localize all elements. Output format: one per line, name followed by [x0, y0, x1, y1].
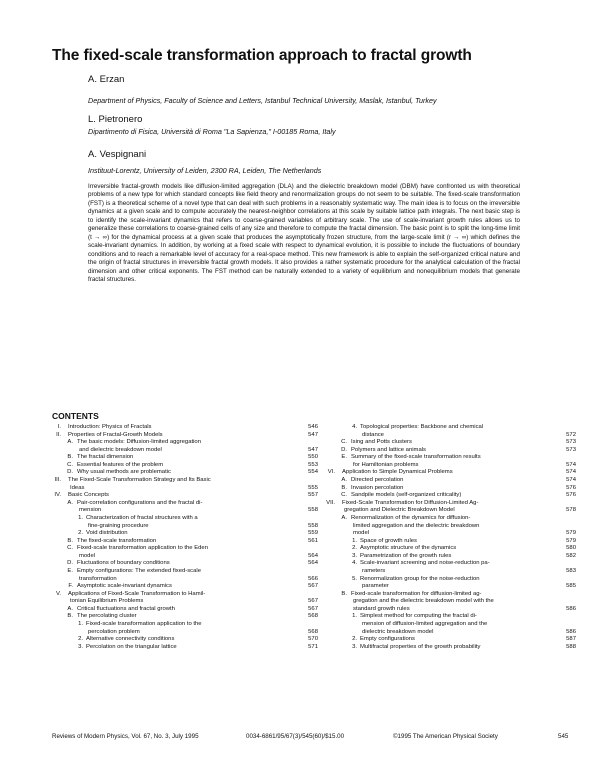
toc-page-number: 582	[566, 552, 576, 559]
toc-section-number: B.	[67, 613, 73, 620]
toc-page-number: 573	[566, 446, 576, 453]
toc-entry-title: gregation and Dielectric Breakdown Model	[344, 507, 455, 514]
toc-entry-title: mension	[79, 507, 102, 514]
toc-page-number: 567	[308, 605, 318, 612]
toc-section-number: 2.	[352, 636, 357, 643]
toc-row	[52, 621, 318, 629]
toc-page-number: 579	[566, 530, 576, 537]
toc-section-number: A.	[67, 499, 73, 506]
toc-row	[52, 469, 318, 477]
toc-page-number: 586	[566, 628, 576, 635]
toc-entry-title: Ideas	[70, 484, 85, 491]
toc-row	[326, 598, 576, 606]
toc-entry-title: fine-graining procedure	[88, 522, 149, 529]
author-affiliation: Instituut-Lorentz, University of Leiden, 2300 RA, Leiden, The Netherlands	[88, 166, 322, 175]
toc-row	[326, 530, 576, 538]
toc-row	[52, 568, 318, 576]
toc-row	[326, 424, 576, 432]
toc-entry-title: Asymptotic scale-invariant dynamics	[77, 583, 172, 590]
toc-row	[326, 485, 576, 493]
toc-row	[326, 568, 576, 576]
toc-entry-title: Renormalization group for the noise-reduction	[360, 575, 480, 582]
toc-entry-title: Multifractal properties of the growth probability	[360, 643, 481, 650]
toc-entry-title: Pair-correlation configurations and the fractal di-	[77, 499, 203, 506]
toc-entry-title: Simplest method for computing the fractal di-	[360, 613, 477, 620]
toc-page-number: 566	[308, 575, 318, 582]
toc-section-number: A.	[67, 605, 73, 612]
toc-entry-title: The fractal dimension	[77, 454, 134, 461]
toc-entry-title: Characterization of fractal structures with a	[86, 514, 198, 521]
toc-page-number: 554	[308, 469, 318, 476]
toc-entry-title: Essential features of the problem	[77, 461, 164, 468]
toc-section-number: B.	[341, 484, 347, 491]
toc-page-number: 564	[308, 560, 318, 567]
toc-entry-title: Alternative connectivity conditions	[86, 636, 175, 643]
toc-page-number: 547	[308, 446, 318, 453]
toc-entry-title: Why usual methods are problematic	[77, 469, 171, 476]
toc-row	[52, 553, 318, 561]
toc-row	[326, 507, 576, 515]
toc-section-number: 2.	[78, 530, 83, 537]
toc-entry-title: parameter	[362, 583, 389, 590]
toc-row	[326, 432, 576, 440]
toc-entry-title: limited aggregation and the dielectric breakdown	[353, 522, 480, 529]
toc-page-number: 586	[566, 605, 576, 612]
toc-page-number: 574	[566, 469, 576, 476]
toc-entry-title: The basic models: Diffusion-limited aggregation	[77, 439, 201, 446]
toc-row	[52, 515, 318, 523]
toc-section-number: II.	[56, 431, 61, 438]
toc-entry-title: for Hamiltonian problems	[353, 461, 419, 468]
footer-journal: Reviews of Modern Physics, Vol. 67, No. 3, July 1995	[52, 733, 199, 740]
toc-entry-title: Polymers and lattice animals	[351, 446, 426, 453]
toc-section-number: 1.	[78, 514, 83, 521]
toc-row	[52, 591, 318, 599]
toc-section-number: 5.	[352, 575, 357, 582]
toc-row	[52, 454, 318, 462]
toc-section-number: 2.	[352, 545, 357, 552]
toc-section-number: D.	[341, 446, 347, 453]
toc-section-number: B.	[67, 454, 73, 461]
toc-page-number: 572	[566, 431, 576, 438]
abstract-text: Irreversible fractal-growth models like diffusion-limited aggregation (DLA) and the dielectric breakdown model (DBM) have confronted us with theoretical problems of a new type for which standard concepts like field theory and renormalization groups do not seem to be suitable. The fixed-scale transformation (FST) is a theoretical scheme of a novel type that can deal with such problems in a reasonably systematic way. The main idea is to focus on the irreversible dynamics at a given scale and to compute accurately the nearest-neighbor correlations at this scale by suitable lattice path integrals. The next basic step is to identify the scale-invariant dynamics that refers to coarse-grained variables of arbitrary scale. The use of scale-invariant growth rules allows us to generalize these correlations to coarse-grained cells of any size and therefore to compute the fractal dimension. The basic point is to split the long-time limit (t → ∞) for the dynamical process at a given scale that produces the asymptotically frozen structure, from the large-scale limit (r → ∞) which defines the scale-invariant dynamics. In addition, by working at a fixed scale with respect to dynamical evolution, it is possible to include the fluctuations of boundary conditions and to reach a remarkable level of accuracy for a real-space method. This new framework is able to explain the self-organized critical nature and the origin of fractal structures in irreversible fractal growth models. It also provides a rather systematic procedure for the analytical calculation of the fractal dimension and other critical exponents. The FST method can be naturally extended to a variety of equilibrium and nonequilibrium models that generate fractal structures.	[88, 183, 520, 283]
toc-column-right	[326, 424, 576, 651]
toc-row	[326, 439, 576, 447]
toc-entry-title: Critical fluctuations and fractal growth	[77, 605, 175, 612]
footer-code: 0034-6861/95/67(3)/545(60)/$15.00	[246, 733, 345, 740]
author-affiliation: Dipartimento di Fisica, Università di Roma "La Sapienza," I-00185 Roma, Italy	[88, 127, 336, 136]
toc-page-number: 579	[566, 537, 576, 544]
toc-page-number: 587	[566, 636, 576, 643]
toc-row	[326, 621, 576, 629]
toc-row	[326, 553, 576, 561]
toc-row	[326, 515, 576, 523]
toc-entry-title: Applications of Fixed-Scale Transformation to Hamil-	[68, 590, 206, 597]
toc-entry-title: The percolating cluster	[77, 613, 137, 620]
author-name: A. Vespignani	[88, 149, 147, 160]
toc-section-number: E.	[67, 567, 73, 574]
toc-entry-title: Percolation on the triangular lattice	[86, 643, 177, 650]
toc-row	[326, 462, 576, 470]
toc-entry-title: The fixed-scale transformation	[77, 537, 157, 544]
toc-page-number: 553	[308, 461, 318, 468]
toc-entry-title: model	[353, 530, 370, 537]
toc-page-number: 574	[566, 461, 576, 468]
contents-heading: CONTENTS	[52, 411, 99, 421]
toc-entry-title: Renormalization of the dynamics for diffusion-	[351, 514, 471, 521]
toc-entry-title: Topological properties: Backbone and chemical	[360, 424, 484, 430]
toc-page-number: 574	[566, 477, 576, 484]
toc-row	[52, 538, 318, 546]
toc-row	[52, 598, 318, 606]
toc-row	[52, 492, 318, 500]
toc-page-number: 568	[308, 613, 318, 620]
toc-entry-title: dielectric breakdown model	[362, 628, 434, 635]
toc-section-number: 1.	[78, 621, 83, 628]
toc-section-number: 3.	[78, 643, 83, 650]
toc-entry-title: Basic Concepts	[68, 492, 109, 499]
toc-section-number: IV.	[54, 492, 61, 499]
toc-row	[52, 462, 318, 470]
toc-row	[52, 606, 318, 614]
toc-row	[326, 523, 576, 531]
toc-entry-title: gregation and the dielectric breakdown model with the	[353, 598, 494, 605]
toc-section-number: B.	[341, 590, 347, 597]
toc-row	[52, 636, 318, 644]
toc-entry-title: rameters	[362, 567, 386, 574]
toc-row	[326, 591, 576, 599]
toc-entry-title: Properties of Fractal-Growth Models	[68, 431, 163, 438]
toc-page-number: 576	[566, 484, 576, 491]
toc-row	[326, 454, 576, 462]
toc-row	[326, 583, 576, 591]
toc-entry-title: standard growth rules	[353, 605, 410, 612]
paper-title: The fixed-scale transformation approach to fractal growth	[52, 47, 472, 64]
toc-section-number: C.	[341, 492, 347, 499]
toc-page-number: 576	[566, 492, 576, 499]
toc-section-number: C.	[67, 545, 73, 552]
toc-page-number: 571	[308, 643, 318, 650]
toc-row	[52, 560, 318, 568]
toc-section-number: 4.	[352, 560, 357, 567]
author-affiliation: Department of Physics, Faculty of Science and Letters, Istanbul Technical University, Maslak, Istanbul, Turkey	[88, 96, 437, 105]
toc-entry-title: Void distribution	[86, 530, 128, 537]
toc-row	[326, 576, 576, 584]
toc-section-number: A.	[67, 439, 73, 446]
toc-section-number: III.	[54, 477, 61, 484]
footer-copyright: ©1995 The American Physical Society	[393, 733, 498, 740]
toc-section-number: D.	[67, 469, 73, 476]
toc-entry-title: Fixed-Scale Transformation for Diffusion-Limited Ag-	[342, 499, 479, 506]
toc-page-number: 550	[308, 454, 318, 461]
toc-entry-title: distance	[362, 431, 384, 438]
toc-entry-title: Fluctuations of boundary conditions	[77, 560, 170, 567]
toc-entry-title: Application to Simple Dynamical Problems	[342, 469, 453, 476]
toc-page-number: 547	[308, 431, 318, 438]
toc-page-number: 570	[308, 636, 318, 643]
toc-section-number: VII.	[326, 499, 335, 506]
toc-row	[52, 583, 318, 591]
toc-entry-title: Asymptotic structure of the dynamics	[360, 545, 457, 552]
toc-entry-title: Empty configurations	[360, 636, 416, 643]
toc-row	[52, 545, 318, 553]
toc-row	[52, 644, 318, 652]
toc-entry-title: Fixed-scale transformation for diffusion-limited ag-	[351, 590, 482, 597]
toc-section-number: 1.	[352, 613, 357, 620]
toc-entry-title: Directed percolation	[351, 477, 404, 484]
toc-row	[326, 560, 576, 568]
toc-row	[326, 469, 576, 477]
toc-row	[52, 507, 318, 515]
toc-entry-title: Sandpile models (self-organized criticality)	[351, 492, 462, 499]
toc-section-number: C.	[341, 439, 347, 446]
toc-entry-title: Parametrization of the growth rules	[360, 552, 452, 559]
toc-entry-title: Fixed-scale transformation application to the	[86, 621, 202, 628]
toc-row	[326, 629, 576, 637]
toc-row	[52, 613, 318, 621]
toc-page-number: 558	[308, 522, 318, 529]
toc-row	[326, 606, 576, 614]
toc-row	[326, 500, 576, 508]
toc-entry-title: Empty configurations: The extended fixed-scale	[77, 567, 201, 574]
toc-entry-title: and dielectric breakdown model	[79, 446, 162, 453]
toc-entry-title: Ising and Potts clusters	[351, 439, 412, 446]
toc-row	[52, 629, 318, 637]
toc-page-number: 578	[566, 507, 576, 514]
toc-row	[52, 432, 318, 440]
toc-entry-title: mension of diffusion-limited aggregation and the	[362, 621, 488, 628]
toc-section-number: F.	[68, 583, 73, 590]
toc-row	[52, 477, 318, 485]
toc-page-number: 567	[308, 583, 318, 590]
toc-section-number: VI.	[327, 469, 335, 476]
toc-section-number: A.	[341, 514, 347, 521]
toc-entry-title: Fixed-scale transformation application to the Eden	[77, 545, 208, 552]
toc-page-number: 558	[308, 507, 318, 514]
toc-page-number: 585	[566, 583, 576, 590]
footer-page-number: 545	[558, 733, 569, 740]
author-name: A. Erzan	[88, 74, 125, 85]
toc-row	[52, 530, 318, 538]
toc-row	[326, 644, 576, 652]
toc-row	[52, 523, 318, 531]
toc-section-number: 2.	[78, 636, 83, 643]
toc-entry-title: Introduction: Physics of Fractals	[68, 424, 152, 430]
toc-row	[52, 485, 318, 493]
toc-page-number: 580	[566, 545, 576, 552]
toc-page-number: 567	[308, 598, 318, 605]
toc-section-number: E.	[341, 454, 347, 461]
toc-entry-title: Space of growth rules	[360, 537, 417, 544]
toc-section-number: B.	[67, 537, 73, 544]
toc-entry-title: percolation problem	[88, 628, 140, 635]
toc-page-number: 588	[566, 643, 576, 650]
toc-page-number: 564	[308, 552, 318, 559]
toc-row	[52, 439, 318, 447]
toc-row	[52, 500, 318, 508]
toc-row	[326, 538, 576, 546]
author-name: L. Pietronero	[88, 114, 143, 125]
toc-page-number: 546	[308, 424, 318, 430]
toc-entry-title: Invasion percolation	[351, 484, 404, 491]
toc-row	[52, 447, 318, 455]
toc-entry-title: Summary of the fixed-scale transformation results	[351, 454, 481, 461]
toc-entry-title: The Fixed-Scale Transformation Strategy and Its Basic	[68, 477, 211, 484]
toc-row	[326, 447, 576, 455]
toc-page-number: 573	[566, 439, 576, 446]
toc-section-number: D.	[67, 560, 73, 567]
toc-entry-title: Scale-invariant screening and noise-reduction pa-	[360, 560, 490, 567]
toc-section-number: V.	[55, 590, 61, 597]
toc-row	[326, 492, 576, 500]
toc-entry-title: model	[79, 552, 96, 559]
toc-row	[326, 613, 576, 621]
toc-section-number: 4.	[352, 424, 357, 430]
toc-column-left	[52, 424, 318, 651]
toc-page-number: 557	[308, 492, 318, 499]
toc-page-number: 559	[308, 530, 318, 537]
toc-section-number: I.	[57, 424, 61, 430]
toc-row	[326, 545, 576, 553]
toc-page-number: 568	[308, 628, 318, 635]
toc-section-number: 1.	[352, 537, 357, 544]
toc-section-number: 3.	[352, 643, 357, 650]
toc-row	[326, 477, 576, 485]
toc-row	[52, 424, 318, 432]
toc-row	[326, 636, 576, 644]
toc-section-number: 3.	[352, 552, 357, 559]
toc-row	[52, 576, 318, 584]
toc-entry-title: tonian Equilibrium Problems	[70, 598, 144, 605]
toc-page-number: 561	[308, 537, 318, 544]
toc-section-number: C.	[67, 461, 73, 468]
toc-section-number: A.	[341, 477, 347, 484]
toc-page-number: 555	[308, 484, 318, 491]
toc-page-number: 583	[566, 567, 576, 574]
toc-entry-title: transformation	[79, 575, 117, 582]
